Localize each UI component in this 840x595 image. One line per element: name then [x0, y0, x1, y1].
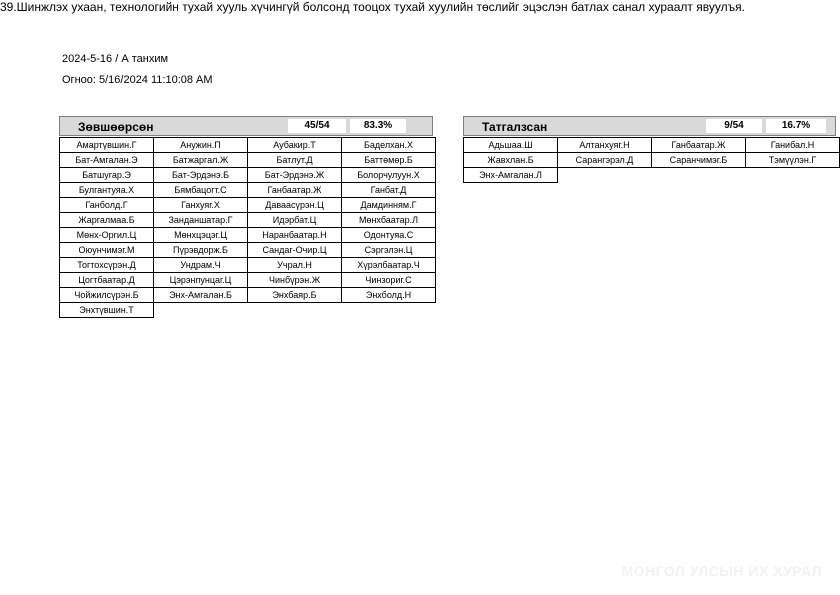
member-name-cell: Чинзориг.С	[341, 272, 436, 288]
rejected-count: 9/54	[706, 119, 762, 133]
member-name-cell: Энх-Амгалан.Л	[463, 167, 558, 183]
member-name-cell: Сарангэрэл.Д	[557, 152, 652, 168]
member-name-cell: Болорчулуун.Х	[341, 167, 436, 183]
member-name-cell: Батлут.Д	[247, 152, 342, 168]
member-name-cell: Пүрэвдорж.Б	[153, 242, 248, 258]
member-name-cell: Жавхлан.Б	[463, 152, 558, 168]
member-name-cell: Адьшаа.Ш	[463, 137, 558, 153]
member-name-cell: Тэмүүлэн.Г	[745, 152, 840, 168]
timestamp-line: Огноо: 5/16/2024 11:10:08 AM	[62, 74, 213, 86]
member-name-cell: Батжаргал.Ж	[153, 152, 248, 168]
member-name-cell: Энхтүвшин.Т	[59, 302, 154, 318]
member-name-cell: Ганбаатар.Ж	[651, 137, 746, 153]
member-name-cell: Саранчимэг.Б	[651, 152, 746, 168]
member-name-cell: Бямбацогт.С	[153, 182, 248, 198]
member-name-cell: Сэргэлэн.Ц	[341, 242, 436, 258]
member-name-cell: Наранбаатар.Н	[247, 227, 342, 243]
member-name-cell: Мөнх-Оргил.Ц	[59, 227, 154, 243]
member-name-cell: Бат-Эрдэнэ.Б	[153, 167, 248, 183]
rejected-title: Татгалзсан	[482, 120, 548, 134]
member-name-cell: Батшугар.Э	[59, 167, 154, 183]
member-name-cell: Энхбаяр.Б	[247, 287, 342, 303]
member-name-cell: Энхболд.Н	[341, 287, 436, 303]
member-name-cell: Булгантуяа.Х	[59, 182, 154, 198]
member-name-cell: Мөнхцэцэг.Ц	[153, 227, 248, 243]
rejected-percent: 16.7%	[766, 119, 826, 133]
member-name-cell: Ганболд.Г	[59, 197, 154, 213]
approved-count: 45/54	[288, 119, 346, 133]
rejected-panel	[463, 116, 836, 183]
member-name-cell: Тогтохсүрэн.Д	[59, 257, 154, 273]
member-name-cell: Мөнхбаатар.Л	[341, 212, 436, 228]
member-name-cell: Ганбат.Д	[341, 182, 436, 198]
member-name-cell: Учрал.Н	[247, 257, 342, 273]
approved-percent: 83.3%	[350, 119, 406, 133]
member-name-cell: Одонтуяа.С	[341, 227, 436, 243]
member-name-cell: Ундрам.Ч	[153, 257, 248, 273]
member-name-cell: Бат-Эрдэнэ.Ж	[247, 167, 342, 183]
approved-title: Зөвшөөрсөн	[78, 120, 154, 134]
member-name-cell: Чойжилсүрэн.Б	[59, 287, 154, 303]
member-name-cell: Сандаг-Очир.Ц	[247, 242, 342, 258]
question-text: 39.Шинжлэх ухаан, технологийн тухай хууль хүчингүй болсонд тооцох тухай хуулийн төслийг эцэслэн батлах санал хураалт явуулъя.	[0, 0, 745, 14]
member-name-cell: Баттөмөр.Б	[341, 152, 436, 168]
rejected-names-grid	[464, 138, 836, 183]
member-name-cell: Цэрэнпунцаг.Ц	[153, 272, 248, 288]
approved-panel	[59, 116, 433, 318]
member-name-cell: Ганибал.Н	[745, 137, 840, 153]
date-room-line: 2024-5-16 / А танхим	[62, 53, 169, 65]
member-name-cell: Алтанхуяг.Н	[557, 137, 652, 153]
parliament-watermark: МОНГОЛ УЛСЫН ИХ ХУРАЛ	[621, 563, 822, 579]
approved-names-grid	[60, 138, 433, 318]
member-name-cell: Чинбүрэн.Ж	[247, 272, 342, 288]
member-name-cell: Даваасүрэн.Ц	[247, 197, 342, 213]
member-name-cell: Хүрэлбаатар.Ч	[341, 257, 436, 273]
member-name-cell: Ганбаатар.Ж	[247, 182, 342, 198]
member-name-cell: Аубакир.Т	[247, 137, 342, 153]
member-name-cell: Цогтбаатар.Д	[59, 272, 154, 288]
member-name-cell: Бат-Амгалан.Э	[59, 152, 154, 168]
member-name-cell: Ганхуяг.Х	[153, 197, 248, 213]
approved-header	[59, 116, 433, 136]
member-name-cell: Энх-Амгалан.Б	[153, 287, 248, 303]
member-name-cell: Жаргалмаа.Б	[59, 212, 154, 228]
member-name-cell: Амартүвшин.Г	[59, 137, 154, 153]
member-name-cell: Идэрбат.Ц	[247, 212, 342, 228]
member-name-cell: Анужин.П	[153, 137, 248, 153]
member-name-cell: Занданшатар.Г	[153, 212, 248, 228]
member-name-cell: Оюунчимэг.М	[59, 242, 154, 258]
rejected-header	[463, 116, 836, 136]
member-name-cell: Баделхан.Х	[341, 137, 436, 153]
member-name-cell: Дамдинням.Г	[341, 197, 436, 213]
